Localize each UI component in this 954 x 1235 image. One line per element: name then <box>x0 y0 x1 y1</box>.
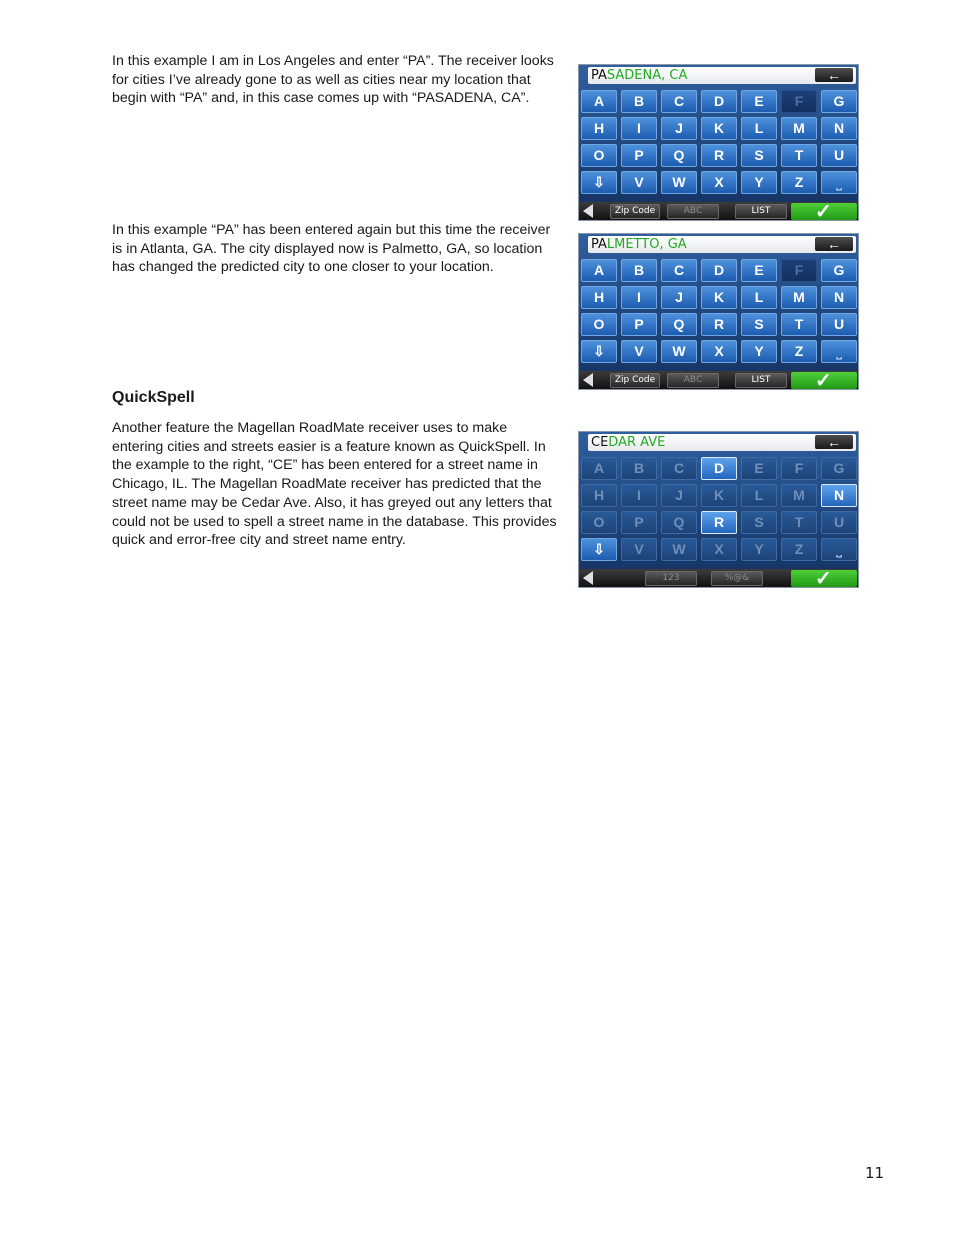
key-r[interactable]: R <box>701 313 737 336</box>
key-grid <box>581 90 858 196</box>
key-o[interactable]: O <box>581 511 617 534</box>
entry-field[interactable] <box>588 236 856 253</box>
key-d[interactable]: D <box>701 90 737 113</box>
key-f[interactable]: F <box>781 259 817 282</box>
key-j[interactable]: J <box>661 484 697 507</box>
key-j[interactable]: J <box>661 117 697 140</box>
key-o[interactable]: O <box>581 313 617 336</box>
key-z[interactable]: Z <box>781 538 817 561</box>
section-heading: QuickSpell <box>112 389 195 406</box>
key-v[interactable]: V <box>621 340 657 363</box>
confirm-button[interactable] <box>791 203 857 220</box>
key-e[interactable]: E <box>741 90 777 113</box>
key-n[interactable]: N <box>821 117 857 140</box>
space-bar-icon[interactable]: ⎵ <box>821 171 857 194</box>
key-b[interactable]: B <box>621 259 657 282</box>
key-t[interactable]: T <box>781 144 817 167</box>
key-g[interactable]: G <box>821 457 857 480</box>
down-arrow-icon[interactable]: ⇩ <box>581 340 617 363</box>
backspace-button[interactable] <box>815 237 853 251</box>
back-triangle-icon[interactable] <box>583 571 593 585</box>
paragraph-los-angeles: In this example I am in Los Angeles and enter “PA”. The receiver looks for cities I’ve already gone to as well as cities near my location that begin with “PA” and, in this case comes up with “PASADENA, CA”. <box>112 53 554 107</box>
bottom-bar <box>579 569 858 588</box>
backspace-button[interactable] <box>815 68 853 82</box>
key-grid <box>581 259 858 365</box>
bottom-bar <box>579 202 858 221</box>
space-bar-icon[interactable]: ⎵ <box>821 538 857 561</box>
key-n[interactable]: N <box>821 286 857 309</box>
key-p[interactable]: P <box>621 511 657 534</box>
key-q[interactable]: Q <box>661 144 697 167</box>
key-m[interactable]: M <box>781 286 817 309</box>
key-t[interactable]: T <box>781 511 817 534</box>
entry-field[interactable] <box>588 434 856 451</box>
keyboard-screen-quickspell <box>578 431 859 588</box>
key-h[interactable]: H <box>581 484 617 507</box>
key-z[interactable]: Z <box>781 340 817 363</box>
key-m[interactable]: M <box>781 117 817 140</box>
key-i[interactable]: I <box>621 484 657 507</box>
symbols-button[interactable]: %@& <box>711 571 763 586</box>
paragraph-atlanta: In this example “PA” has been entered again but this time the receiver is in Atlanta, GA. The city displayed now is Palmetto, GA, so location has changed the predicted city to one closer to your location. <box>112 222 551 276</box>
key-o[interactable]: O <box>581 144 617 167</box>
key-u[interactable]: U <box>821 511 857 534</box>
key-h[interactable]: H <box>581 286 617 309</box>
confirm-button[interactable] <box>791 372 857 389</box>
abc-button[interactable]: ABC <box>667 373 719 388</box>
predicted-text: DAR AVE <box>608 435 666 450</box>
key-k[interactable]: K <box>701 484 737 507</box>
key-l[interactable]: L <box>741 484 777 507</box>
bottom-bar <box>579 371 858 390</box>
key-y[interactable]: Y <box>741 171 777 194</box>
key-b[interactable]: B <box>621 457 657 480</box>
key-v[interactable]: V <box>621 538 657 561</box>
key-m[interactable]: M <box>781 484 817 507</box>
key-u[interactable]: U <box>821 144 857 167</box>
key-w[interactable]: W <box>661 340 697 363</box>
key-g[interactable]: G <box>821 90 857 113</box>
key-d[interactable]: D <box>701 457 737 480</box>
key-s[interactable]: S <box>741 313 777 336</box>
key-f[interactable]: F <box>781 90 817 113</box>
left-arrow-icon: ← <box>827 434 841 450</box>
list-button[interactable]: LIST <box>735 204 787 219</box>
key-i[interactable]: I <box>621 117 657 140</box>
predicted-text: SADENA, CA <box>606 68 688 83</box>
checkmark-icon: ✓ <box>815 568 832 588</box>
back-triangle-icon[interactable] <box>583 373 593 387</box>
key-z[interactable]: Z <box>781 171 817 194</box>
entry-field[interactable] <box>588 67 856 84</box>
back-triangle-icon[interactable] <box>583 204 593 218</box>
key-x[interactable]: X <box>701 538 737 561</box>
key-k[interactable]: K <box>701 286 737 309</box>
key-j[interactable]: J <box>661 286 697 309</box>
checkmark-icon: ✓ <box>815 201 832 221</box>
key-y[interactable]: Y <box>741 538 777 561</box>
key-c[interactable]: C <box>661 90 697 113</box>
key-a[interactable]: A <box>581 90 617 113</box>
key-v[interactable]: V <box>621 171 657 194</box>
key-k[interactable]: K <box>701 117 737 140</box>
key-l[interactable]: L <box>741 286 777 309</box>
down-arrow-icon[interactable]: ⇩ <box>581 171 617 194</box>
key-s[interactable]: S <box>741 511 777 534</box>
key-e[interactable]: E <box>741 259 777 282</box>
key-g[interactable]: G <box>821 259 857 282</box>
key-grid <box>581 457 858 563</box>
space-bar-icon[interactable]: ⎵ <box>821 340 857 363</box>
predicted-text: LMETTO, GA <box>606 237 687 252</box>
key-c[interactable]: C <box>661 457 697 480</box>
key-t[interactable]: T <box>781 313 817 336</box>
key-c[interactable]: C <box>661 259 697 282</box>
key-b[interactable]: B <box>621 90 657 113</box>
left-arrow-icon: ← <box>827 67 841 83</box>
key-l[interactable]: L <box>741 117 777 140</box>
down-arrow-icon[interactable]: ⇩ <box>581 538 617 561</box>
key-p[interactable]: P <box>621 313 657 336</box>
paragraph-quickspell: Another feature the Magellan RoadMate receiver uses to make entering cities and streets easier is a feature known as QuickSpell. In the example to the right, “CE” has been entered for a street name in Chicago, IL. The Magellan RoadMate receiver has predicted that the street name may be Cedar Ave. Also, it has greyed out any letters that could not be used to spell a street name in the database. This provides quick and error-free city and street name entry. <box>112 420 557 549</box>
key-e[interactable]: E <box>741 457 777 480</box>
confirm-button[interactable] <box>791 570 857 587</box>
key-i[interactable]: I <box>621 286 657 309</box>
typed-text: PA <box>591 68 607 83</box>
key-u[interactable]: U <box>821 313 857 336</box>
left-arrow-icon: ← <box>827 236 841 252</box>
key-x[interactable]: X <box>701 340 737 363</box>
key-n[interactable]: N <box>821 484 857 507</box>
key-q[interactable]: Q <box>661 313 697 336</box>
zip-code-button[interactable]: Zip Code <box>610 204 660 219</box>
key-d[interactable]: D <box>701 259 737 282</box>
key-x[interactable]: X <box>701 171 737 194</box>
key-q[interactable]: Q <box>661 511 697 534</box>
key-w[interactable]: W <box>661 538 697 561</box>
key-w[interactable]: W <box>661 171 697 194</box>
key-s[interactable]: S <box>741 144 777 167</box>
key-a[interactable]: A <box>581 259 617 282</box>
typed-text: PA <box>591 237 607 252</box>
abc-button[interactable]: ABC <box>667 204 719 219</box>
key-f[interactable]: F <box>781 457 817 480</box>
list-button[interactable]: LIST <box>735 373 787 388</box>
key-p[interactable]: P <box>621 144 657 167</box>
checkmark-icon: ✓ <box>815 370 832 390</box>
zip-code-button[interactable]: Zip Code <box>610 373 660 388</box>
numbers-button[interactable]: 123 <box>645 571 697 586</box>
key-r[interactable]: R <box>701 511 737 534</box>
page-number: 11 <box>865 1164 885 1182</box>
backspace-button[interactable] <box>815 435 853 449</box>
typed-text: CE <box>591 435 609 450</box>
key-a[interactable]: A <box>581 457 617 480</box>
keyboard-screen-2 <box>578 233 859 390</box>
keyboard-screen-1 <box>578 64 859 221</box>
key-y[interactable]: Y <box>741 340 777 363</box>
key-r[interactable]: R <box>701 144 737 167</box>
key-h[interactable]: H <box>581 117 617 140</box>
